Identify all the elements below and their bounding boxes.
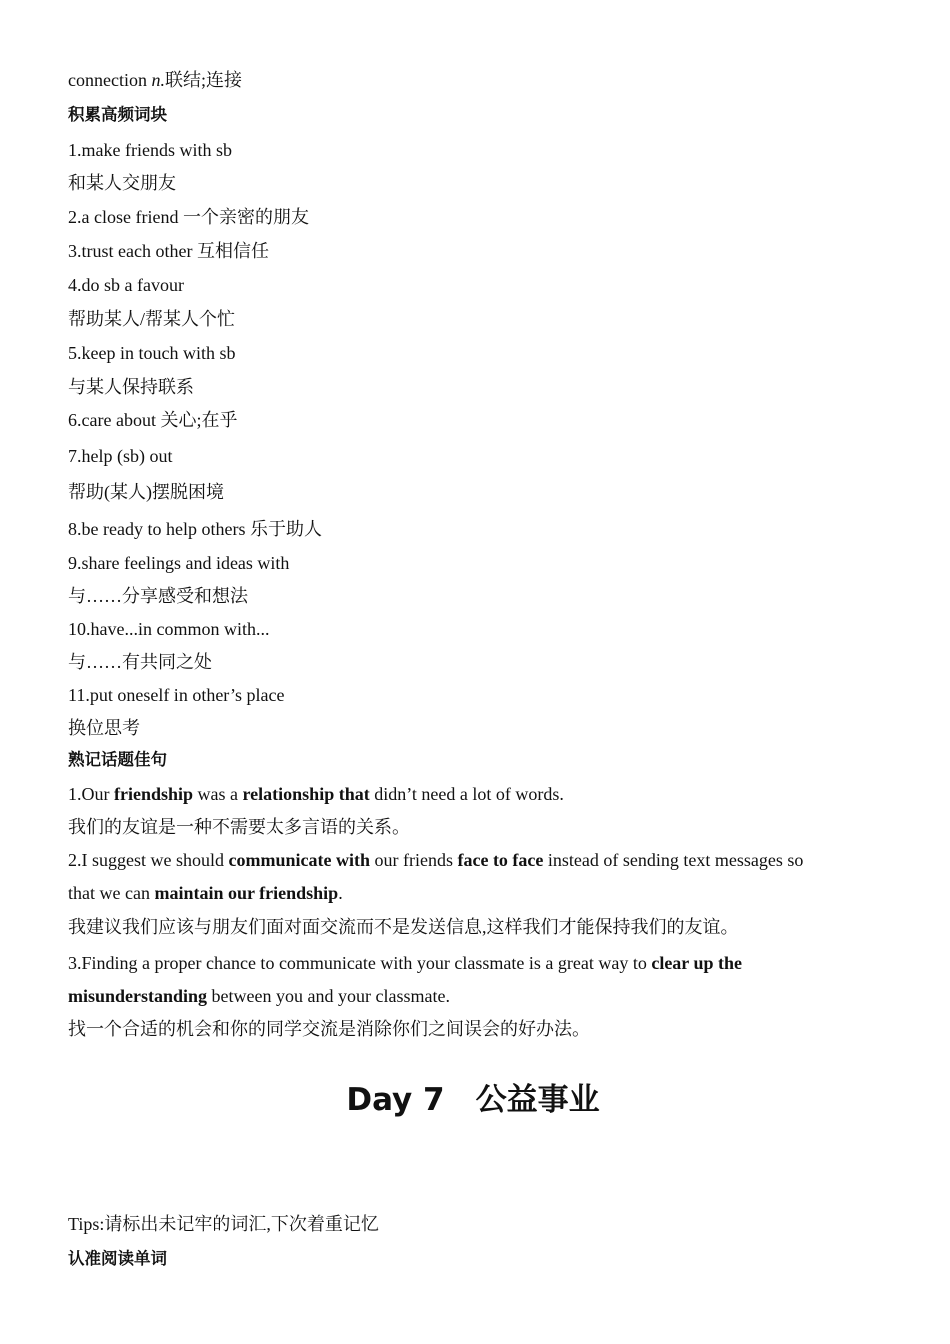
section-heading-sentences: 熟记话题佳句 (68, 750, 167, 769)
phrase-11-en: 11.put oneself in other’s place (68, 685, 285, 705)
bold-phrase: relationship that (242, 784, 370, 804)
tips-line: Tips:请标出未记牢的词汇,下次着重记忆 (68, 1214, 379, 1234)
text-run: our friends (369, 850, 458, 870)
bold-phrase: communicate with (228, 850, 370, 870)
phrase-3: 3.trust each other 互相信任 (68, 241, 269, 261)
phrase-11-zh: 换位思考 (68, 718, 140, 738)
sentence-3-en-line1 (68, 952, 742, 974)
phrase-9-en: 9.share feelings and ideas with (68, 553, 290, 573)
bold-phrase: maintain our friendship (154, 883, 339, 903)
phrase-7-en: 7.help (sb) out (68, 446, 173, 466)
bold-phrase: friendship (114, 784, 194, 804)
phrase-6: 6.care about 关心;在乎 (68, 410, 238, 430)
phrase-2: 2.a close friend 一个亲密的朋友 (68, 207, 309, 227)
phrase-1-zh: 和某人交朋友 (68, 173, 176, 193)
text-run: 3.Finding a proper chance to communicate with your classmate is a great way to (68, 953, 652, 973)
phrase-8: 8.be ready to help others 乐于助人 (68, 519, 322, 539)
bold-phrase: misunderstanding (68, 986, 208, 1006)
phrase-4-zh: 帮助某人/帮某人个忙 (68, 309, 236, 329)
sentence-3-zh: 找一个合适的机会和你的同学交流是消除你们之间误会的好办法。 (68, 1019, 590, 1039)
sentence-2-en-line1 (68, 849, 803, 871)
phrase-9-zh: 与……分享感受和想法 (68, 586, 248, 606)
text-run: was a (193, 784, 243, 804)
phrase-1-en: 1.make friends with sb (68, 140, 232, 160)
section-heading-phrases: 积累高频词块 (68, 105, 167, 124)
text-run: instead of sending text messages so (543, 850, 804, 870)
phrase-5-zh: 与某人保持联系 (68, 377, 194, 397)
bold-phrase: face to face (457, 850, 544, 870)
text-run: didn’t need a lot of words. (369, 784, 564, 804)
sentence-1-en (68, 783, 564, 805)
vocab-pos: n. (151, 70, 165, 90)
phrase-10-en: 10.have...in common with... (68, 619, 270, 639)
text-run: between you and your classmate. (207, 986, 450, 1006)
vocab-meaning: 联结;连接 (164, 70, 242, 90)
day-title: Day 7 公益事业 (346, 1082, 600, 1118)
text-run: . (338, 883, 343, 903)
phrase-5-en: 5.keep in touch with sb (68, 343, 236, 363)
bold-phrase: clear up the (651, 953, 742, 973)
sentence-1-zh: 我们的友谊是一种不需要太多言语的关系。 (68, 817, 410, 837)
phrase-7-zh: 帮助(某人)摆脱困境 (68, 482, 224, 502)
phrase-4-en: 4.do sb a favour (68, 275, 184, 295)
section-heading-reading: 认准阅读单词 (68, 1249, 167, 1268)
phrase-10-zh: 与……有共同之处 (68, 652, 212, 672)
vocab-word: connection (68, 70, 152, 90)
sentence-3-en-line2 (68, 985, 450, 1007)
text-run: 2.I suggest we should (68, 850, 229, 870)
vocab-line-connection (68, 69, 242, 91)
sentence-2-en-line2 (68, 882, 343, 904)
text-run: that we can (68, 883, 155, 903)
sentence-2-zh: 我建议我们应该与朋友们面对面交流而不是发送信息,这样我们才能保持我们的友谊。 (68, 917, 739, 937)
text-run: 1.Our (68, 784, 114, 804)
